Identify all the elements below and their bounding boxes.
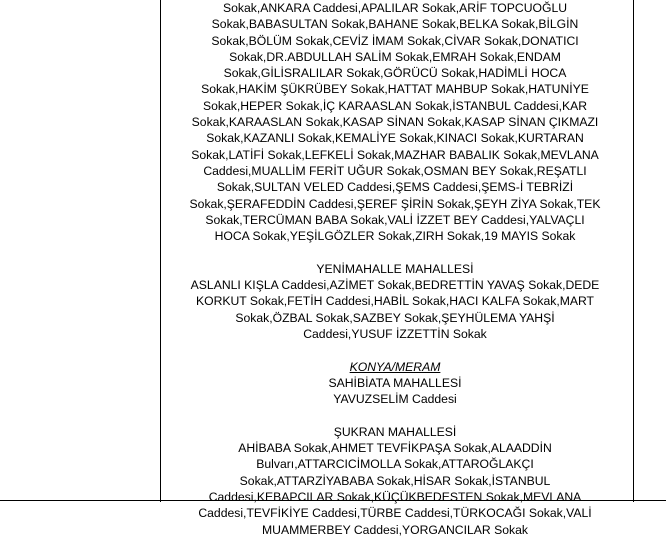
text-line: Sokak,LATİFİ Sokak,LEFKELİ Sokak,MAZHAR BABALIK Sokak,MEVLANA (191, 147, 599, 162)
district-title: KONYA/MERAM (349, 359, 441, 374)
neighborhood-title: YENİMAHALLE MAHALLESİ (316, 261, 474, 276)
text-line: Sokak,ATTARZİYABABA Sokak,HİSAR Sokak,İSTANBUL (239, 473, 551, 488)
text-line: Bulvarı,ATTARCICİMOLLA Sokak,ATTAROĞLAKÇI (256, 457, 534, 472)
neighborhood-title: SAHİBİATA MAHALLESİ (328, 375, 462, 390)
yenimahalle-block (164, 261, 626, 342)
column-divider-left (160, 0, 161, 502)
text-line: ASLANLI KIŞLA Caddesi,AZİMET Sokak,BEDRETTİN YAVAŞ Sokak,DEDE (190, 278, 600, 293)
text-line: Caddesi,TEVFİKİYE Caddesi,TÜRBE Caddesi,TÜRKOCAĞI Sokak,VALİ (198, 506, 592, 521)
text-line: Sokak,TERCÜMAN BABA Sokak,VALİ İZZET BEY Caddesi,YALVAÇLI (205, 212, 585, 227)
text-line: HOCA Sokak,YEŞİLGÖZLER Sokak,ZIRH Sokak,19 MAYIS Sokak (214, 229, 576, 244)
sukran-block (164, 424, 626, 538)
text-line: Sokak,ANKARA Caddesi,APALILAR Sokak,ARİF TOPCUOĞLU (222, 1, 568, 15)
text-line: AHİBABA Sokak,AHMET TEVFİKPAŞA Sokak,ALAADDİN (238, 441, 552, 456)
text-line: Sokak,HAKİM ŞÜKRÜBEY Sokak,HATTAT MAHBUP Sokak,HATUNİYE (201, 82, 589, 97)
text-line: Sokak,KARAASLAN Sokak,KASAP SİNAN Sokak,KASAP SİNAN ÇIKMAZI (191, 115, 599, 130)
text-line: Sokak,ÖZBAL Sokak,SAZBEY Sokak,ŞEYHÜLEMA YAHŞİ (235, 310, 555, 325)
text-line: MUAMMERBEY Caddesi,YORGANCILAR Sokak (262, 522, 528, 537)
district-heading (164, 359, 626, 375)
column-divider-right (633, 0, 634, 502)
text-line: Sokak,SULTAN VELED Caddesi,ŞEMS Caddesi,ŞEMS-İ TEBRİZİ (216, 180, 574, 195)
text-line: Sokak,BÖLÜM Sokak,CEVİZ İMAM Sokak,CİVAR Sokak,DONATICI (211, 33, 579, 48)
street-list-cell (164, 0, 626, 538)
text-line: KORKUT Sokak,FETİH Caddesi,HABİL Sokak,HACI KALFA Sokak,MART (195, 294, 595, 309)
sahibiata-block (164, 375, 626, 408)
text-line: Caddesi,YUSUF İZZETTİN Sokak (303, 326, 487, 341)
text-line: Sokak,BABASULTAN Sokak,BAHANE Sokak,BELKA Sokak,BİLGİN (211, 17, 579, 32)
text-line: Sokak,HEPER Sokak,İÇ KARAASLAN Sokak,İSTANBUL Caddesi,KAR (202, 98, 588, 113)
neighborhood-title: ŞUKRAN MAHALLESİ (333, 424, 457, 439)
street-list-block-1 (164, 0, 626, 244)
text-line: Caddesi,KEBAPCILAR Sokak,KÜÇÜKBEDESTEN Sokak,MEVLANA (208, 489, 582, 504)
text-line: Sokak,DR.ABDULLAH SALİM Sokak,EMRAH Sokak,ENDAM (229, 49, 561, 64)
text-line: YAVUZSELİM Caddesi (333, 392, 457, 407)
text-line: Caddesi,MUALLİM FERİT UĞUR Sokak,OSMAN BEY Sokak,REŞATLI (203, 163, 587, 178)
text-line: Sokak,KAZANLI Sokak,KEMALİYE Sokak,KINACI Sokak,KURTARAN (206, 131, 584, 146)
text-line: Sokak,ŞERAFEDDİN Caddesi,ŞEREF ŞİRİN Sokak,ŞEYH ZİYA Sokak,TEK (189, 196, 601, 211)
text-line: Sokak,GİLİSRALILAR Sokak,GÖRÜCÜ Sokak,HADİMLİ HOCA (223, 66, 567, 81)
